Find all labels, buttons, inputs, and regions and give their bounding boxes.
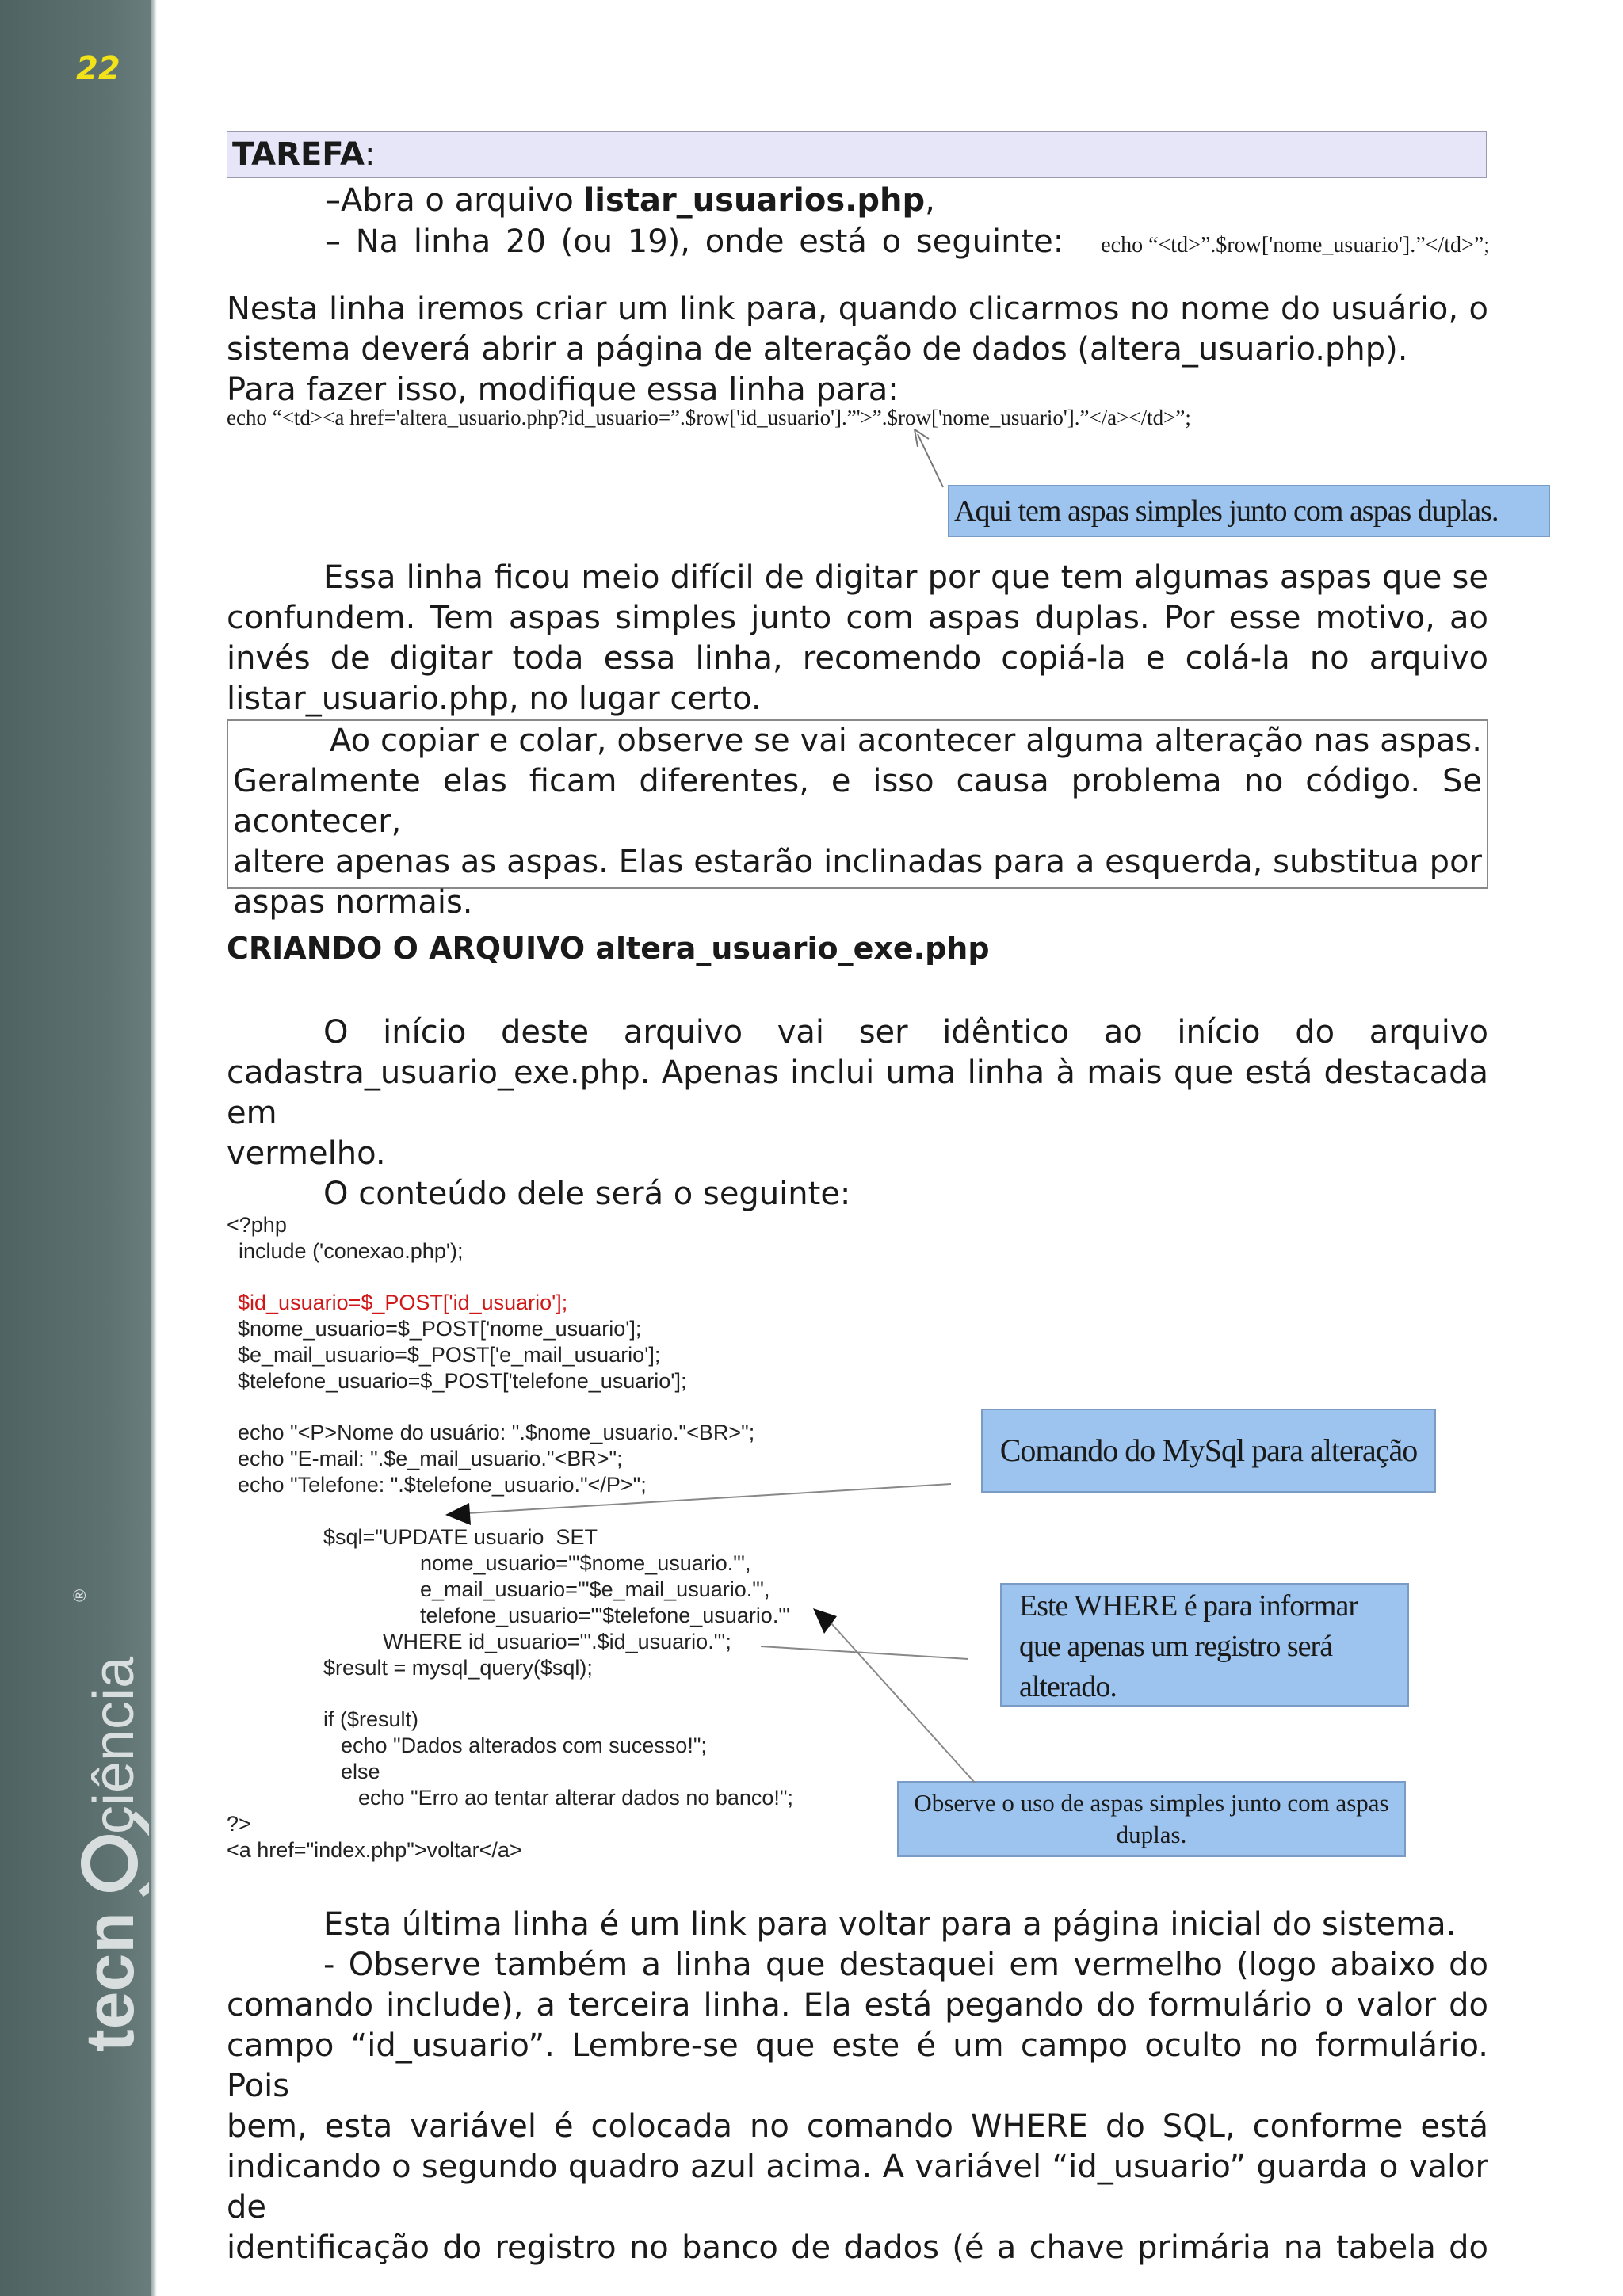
logo-suffix: ciência: [82, 1656, 146, 1834]
note-line-4: aspas normais.: [233, 884, 473, 921]
paragraph-2-line-3: invés de digitar toda essa linha, recomendo copiá-la e colá-la no arquivo: [227, 640, 1488, 677]
paragraph-2-line-1: Essa linha ficou meio difícil de digitar por que tem algumas aspas que se: [323, 559, 1488, 596]
note-line-3: altere apenas as aspas. Elas estarão inclinadas para a esquerda, substitua por: [233, 844, 1482, 880]
paragraph-3-line-3: vermelho.: [227, 1135, 386, 1172]
code-line: WHERE id_usuario='".$id_usuario."';: [383, 1630, 731, 1653]
section-heading-file: altera_usuario_exe.php: [595, 931, 990, 966]
paragraph-3-line-1: O início deste arquivo vai ser idêntico ao início do arquivo: [323, 1014, 1488, 1051]
paragraph-4-line-7: identificação do registro no banco de dados (é a chave primária na tabela do: [227, 2229, 1488, 2266]
task-item-2-code: echo “<td>”.$row['nome_usuario'].”</td>”;: [1101, 233, 1490, 257]
code-line: echo "E-mail: ".$e_mail_usuario."<BR>";: [238, 1447, 623, 1470]
code-line: e_mail_usuario='"$e_mail_usuario."',: [420, 1577, 770, 1601]
paragraph-4: [227, 1905, 1488, 2268]
code-line: $sql="UPDATE usuario SET: [323, 1525, 598, 1549]
logo-registered: ®: [70, 1589, 90, 1602]
code-line: <a href="index.php">voltar</a>: [227, 1838, 522, 1862]
arrow-mysql: [468, 1484, 951, 1513]
task-item-1-suffix: ,: [925, 182, 935, 219]
code-line: $nome_usuario=$_POST['nome_usuario'];: [238, 1317, 642, 1341]
code-line: echo "Dados alterados com sucesso!";: [341, 1733, 707, 1757]
paragraph-4-line-2: - Observe também a linha que destaquei em vermelho (logo abaixo do: [323, 1947, 1488, 1983]
code-line: $telefone_usuario=$_POST['telefone_usuario'];: [238, 1369, 687, 1393]
task-colon: :: [364, 136, 376, 173]
paragraph-2-line-2: confundem. Tem aspas simples junto com aspas duplas. Por esse motivo, ao: [227, 600, 1488, 636]
arrow-observe-head: [813, 1608, 837, 1634]
note-line-2: Geralmente elas ficam diferentes, e isso causa problema no código. Se acontecer,: [233, 763, 1482, 840]
page-number: 22: [76, 51, 120, 87]
callout-where: Este WHERE é para informar que apenas um registro será alterado.: [1000, 1583, 1409, 1707]
paragraph-2-line-4: listar_usuario.php, no lugar certo.: [227, 681, 762, 717]
paragraph-4-line-1: Esta última linha é um link para voltar para a página inicial do sistema.: [323, 1906, 1457, 1943]
paragraph-4-line-6: indicando o segundo quadro azul acima. A variável “id_usuario” guarda o valor de: [227, 2149, 1488, 2225]
paragraph-3-line-2: cadastra_usuario_exe.php. Apenas inclui uma linha à mais que está destacada em: [227, 1055, 1488, 1131]
callout-observe: Observe o uso de aspas simples junto com aspas duplas.: [897, 1781, 1406, 1857]
task-label: TAREFA: [232, 136, 365, 173]
callout-mysql: Comando do MySql para alteração: [981, 1409, 1436, 1493]
code-line: echo "<P>Nome do usuário: ".$nome_usuario."<BR>";: [238, 1421, 755, 1444]
logo-prefix: tecn: [72, 1912, 148, 2052]
task-item-2-text: – Na linha 20 (ou 19), onde está o seguinte:: [325, 223, 1064, 260]
paragraph-1-line-2: sistema deverá abrir a página de alteração de dados (altera_usuario.php).: [227, 331, 1408, 368]
code-line: echo "Telefone: ".$telefone_usuario."</P>";: [238, 1473, 647, 1497]
arrow-where: [761, 1646, 968, 1659]
paragraph-1-line-1: Nesta linha iremos criar um link para, quando clicarmos no nome do usuário, o: [227, 291, 1488, 327]
section-heading-main: CRIANDO O ARQUIVO: [227, 931, 586, 966]
arrow-observe: [831, 1623, 975, 1783]
code-line: include ('conexao.php');: [227, 1239, 464, 1263]
code-line-highlighted: $id_usuario=$_POST['id_usuario'];: [238, 1291, 568, 1314]
callout-aspas: Aqui tem aspas simples junto com aspas duplas.: [948, 485, 1550, 537]
arrow-mysql-head: [445, 1503, 471, 1525]
paragraph-4-line-4: campo “id_usuario”. Lembre-se que este é um campo oculto no formulário. Pois: [227, 2027, 1488, 2104]
task-item-1-text: –Abra o arquivo: [325, 182, 584, 219]
code-line: $e_mail_usuario=$_POST['e_mail_usuario'];: [238, 1343, 661, 1367]
code-line: telefone_usuario='"$telefone_usuario."': [420, 1604, 791, 1627]
code-line: else: [341, 1760, 380, 1783]
code-line: if ($result): [323, 1707, 419, 1731]
task-item-1-file: listar_usuarios.php: [583, 182, 926, 219]
paragraph-4-line-3: comando include), a terceira linha. Ela está pegando do formulário o valor do: [227, 1987, 1488, 2023]
note-line-1: Ao copiar e colar, observe se vai acontecer alguma alteração nas aspas.: [330, 723, 1482, 759]
link-code-line: echo “<td><a href='altera_usuario.php?id_usuario=”.$row['id_usuario'].”'>”.$row['nome_usuario'].”</a></td>”;: [227, 406, 1191, 429]
paragraph-1-line-3: Para fazer isso, modifique essa linha para:: [227, 372, 899, 408]
code-line: ?>: [227, 1812, 251, 1836]
code-line: nome_usuario='"$nome_usuario."',: [420, 1551, 751, 1575]
code-line: $result = mysql_query($sql);: [323, 1656, 593, 1680]
code-line: <?php: [227, 1213, 287, 1237]
code-line: echo "Erro ao tentar alterar dados no banco!";: [358, 1786, 794, 1810]
paragraph-3-line-4: O conteúdo dele será o seguinte:: [323, 1176, 851, 1212]
paragraph-4-line-5: bem, esta variável é colocada no comando WHERE do SQL, conforme está: [227, 2108, 1488, 2145]
